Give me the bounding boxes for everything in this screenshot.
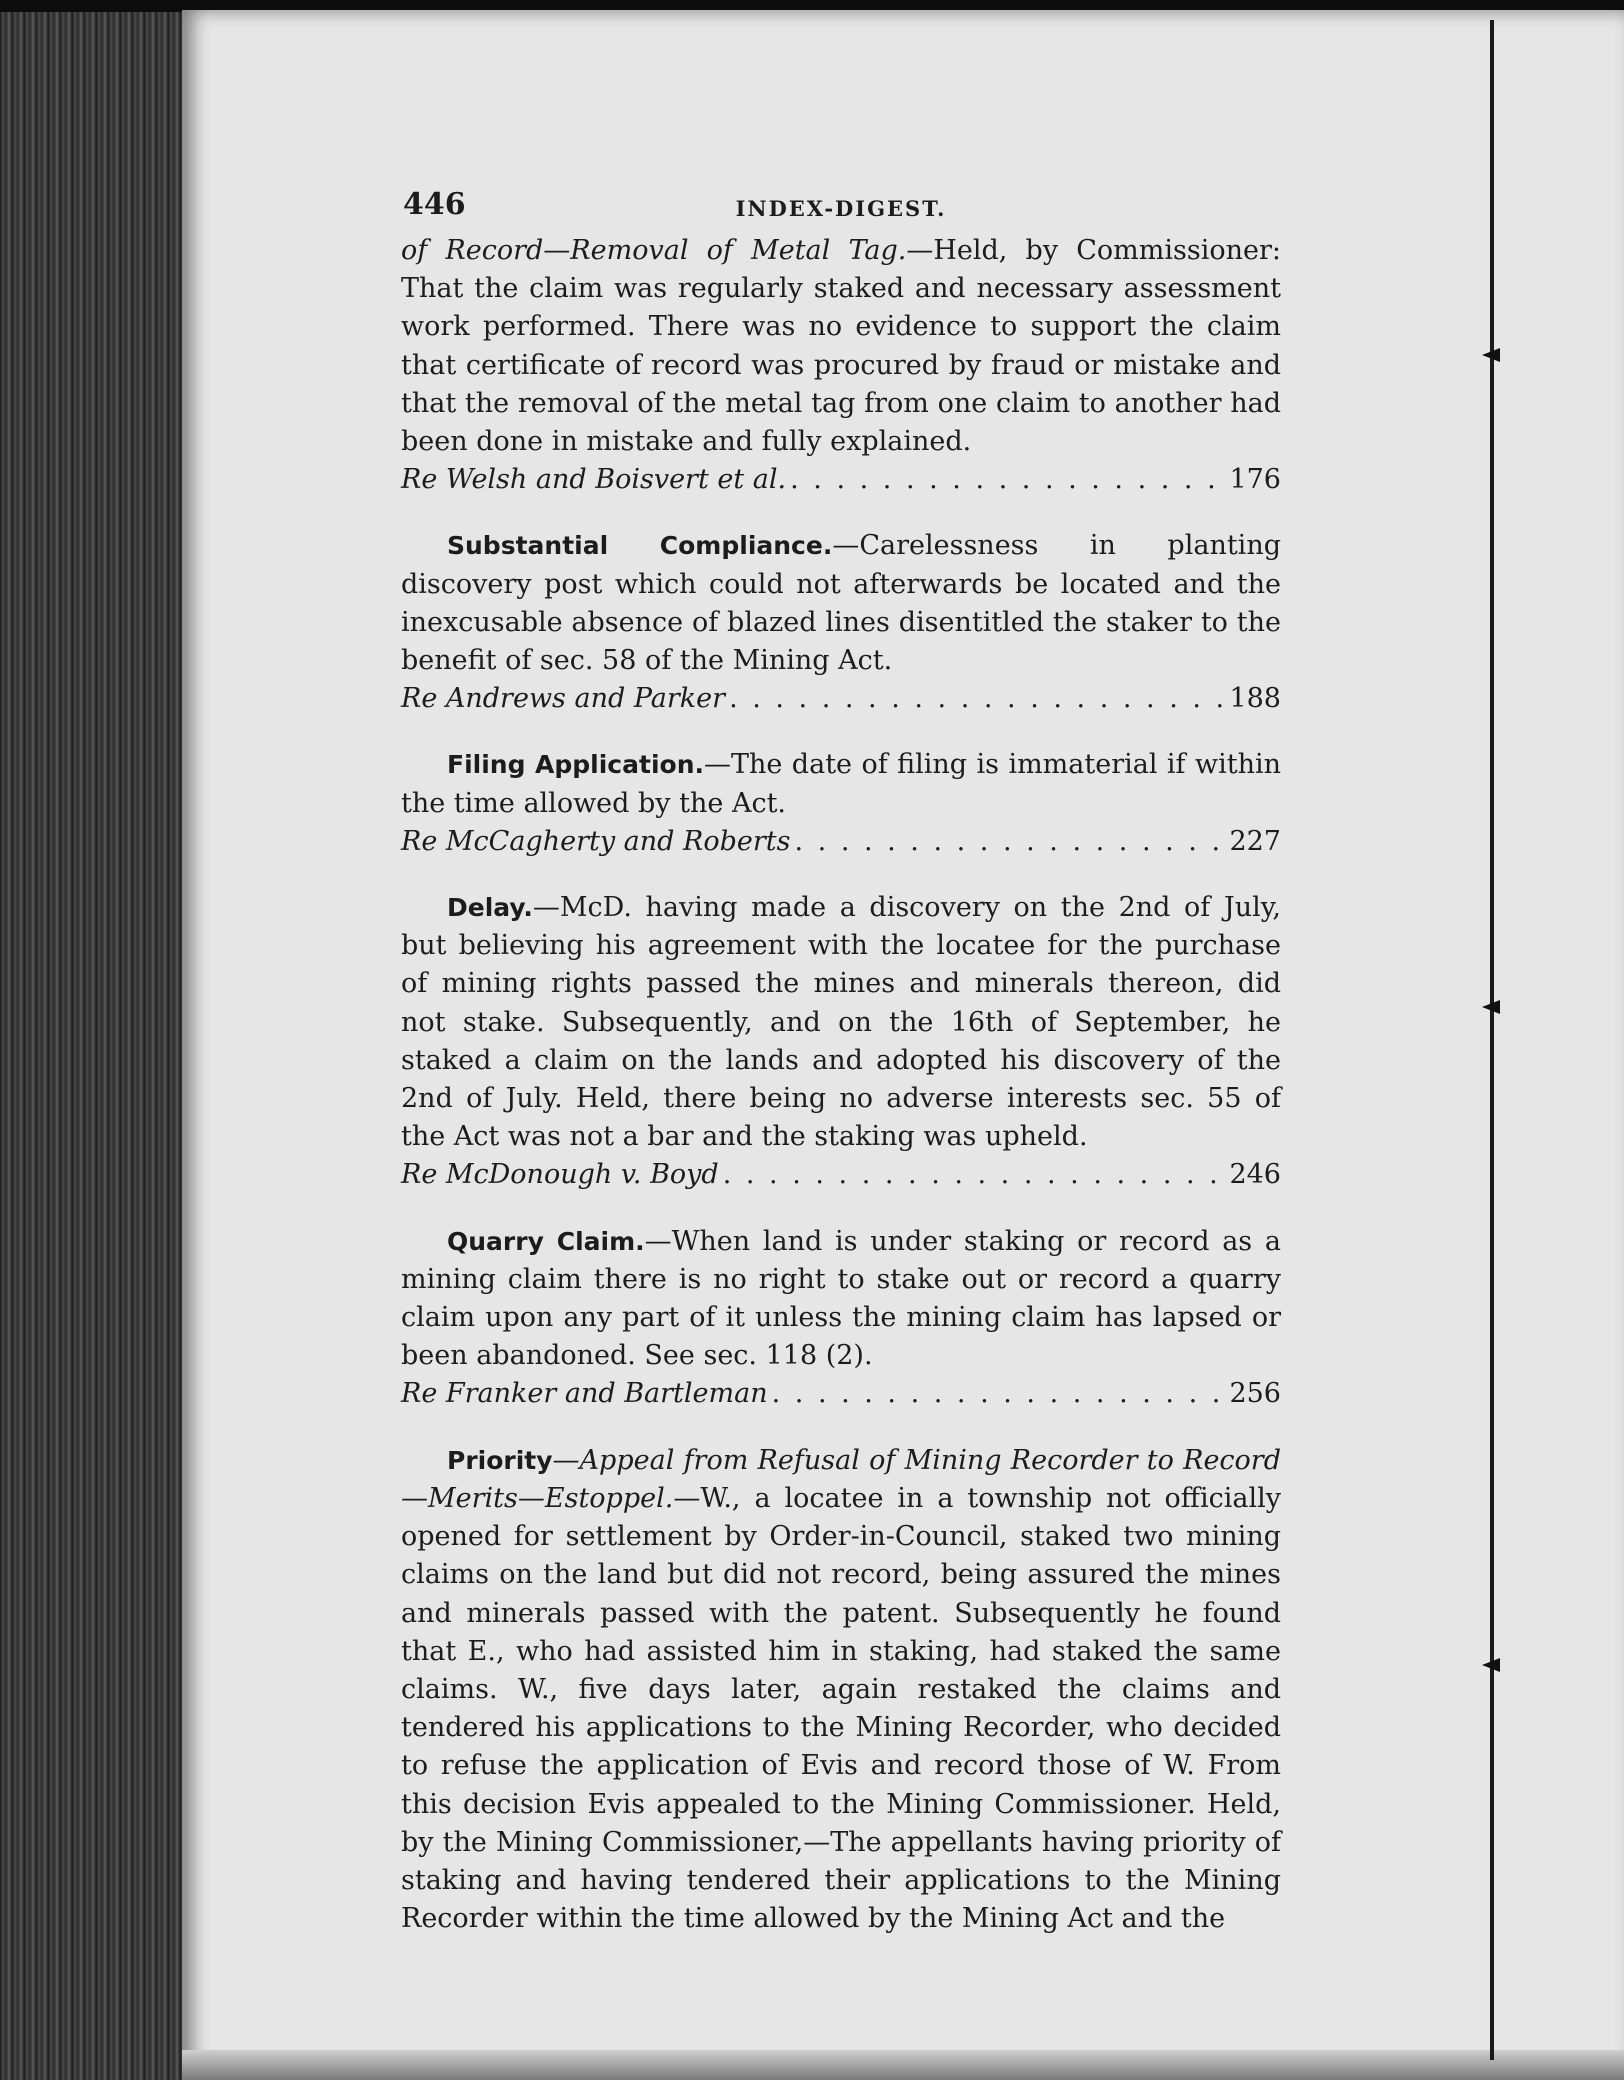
- entry-page: 246: [1229, 1159, 1281, 1191]
- entry-page: 176: [1229, 464, 1281, 496]
- entry-subhead: —Appeal from Refusal of Mining Recorder to Record—Merits—Estoppel.: [401, 1444, 1281, 1514]
- dot-leader: [772, 1375, 1226, 1413]
- entry-metal-tag: [401, 232, 1281, 499]
- entry-delay: [401, 889, 1281, 1195]
- dot-leader: [790, 461, 1225, 499]
- entry-case: Re McCagherty and Roberts: [401, 825, 791, 857]
- entry-page: 188: [1229, 683, 1281, 715]
- entry-heading: Delay.: [447, 893, 533, 923]
- entry-body: —The date of filing is immaterial if within the time allowed by the Act.: [401, 749, 1281, 819]
- entry-page: 227: [1229, 825, 1281, 857]
- entry-body: —Held, by Commissioner: That the claim was regularly staked and necessary assessment work performed. There was no evidence to support the claim that certificate of record was procured by fraud or mistake and that the removal of the metal tag from one claim to another had been done in mistake and fully explained.: [401, 235, 1281, 458]
- entry-body: —W., a locatee in a township not officially opened for settlement by Order-in-Council, staked two mining claims on the land but did not record, being assured the mines and minerals passed with the patent. Subsequently he found that E., who had assisted him in staking, had staked the same claims. W., five days later, again restaked the claims and tendered his applications to the Mining Recorder, who decided to refuse the application of Evis and record those of W. From this decision Evis appealed to the Mining Commissioner. Held, by the Mining Commissioner,—The appellants having priority of staking and having tendered their applications to the Mining Recorder within the time allowed by the Mining Act and the: [401, 1482, 1281, 1935]
- page-number: 446: [403, 187, 466, 222]
- entry-body: —When land is under staking or record as a mining claim there is no right to stake out or record a quarry claim upon any part of it unless the mining claim has lapsed or been abandoned. See sec. 118 (2).: [401, 1225, 1281, 1372]
- entry-heading: Quarry Claim.: [447, 1226, 645, 1256]
- entry-subhead: of Record—Removal of Metal Tag.: [401, 235, 907, 266]
- entry-case: Re McDonough v. Boyd: [401, 1159, 719, 1191]
- book-page-edges: [0, 0, 200, 2080]
- entry-page: 256: [1229, 1378, 1281, 1410]
- entry-body: —Carelessness in planting discovery post which could not afterwards be located and the inexcusable absence of blazed lines disentitled the staker to the benefit of sec. 58 of the Mining Act.: [401, 530, 1281, 677]
- entry-priority: [401, 1442, 1281, 1939]
- running-title: INDEX-DIGEST.: [735, 196, 947, 221]
- entry-substantial-compliance: [401, 527, 1281, 718]
- facing-page-gutter: [1490, 20, 1494, 2060]
- entry-quarry-claim: [401, 1223, 1281, 1414]
- dot-leader: [729, 680, 1225, 718]
- dot-leader: [794, 823, 1225, 861]
- entry-heading: Priority: [447, 1445, 553, 1475]
- entry-body: —McD. having made a discovery on the 2nd of July, but believing his agreement with the locatee for the purchase of mining rights passed the mines and minerals thereon, did not stake. Subsequently, and on the 16th of September, he staked a claim on the lands and adopted his discovery of the 2nd of July. Held, there being no adverse interests sec. 55 of the Act was not a bar and the staking was upheld.: [401, 892, 1281, 1153]
- entry-case: Re Andrews and Parker: [401, 683, 726, 715]
- entry-heading: Filing Application.: [447, 750, 704, 780]
- page-text: [401, 186, 1281, 1966]
- page-header: [401, 186, 1281, 226]
- dot-leader: [723, 1156, 1226, 1194]
- bottom-edge: [182, 2050, 1624, 2080]
- entry-case: Re Welsh and Boisvert et al.: [401, 464, 787, 496]
- entry-case: Re Franker and Bartleman: [401, 1378, 768, 1410]
- entry-heading: Substantial Compliance.: [447, 531, 833, 561]
- entry-filing-application: [401, 746, 1281, 861]
